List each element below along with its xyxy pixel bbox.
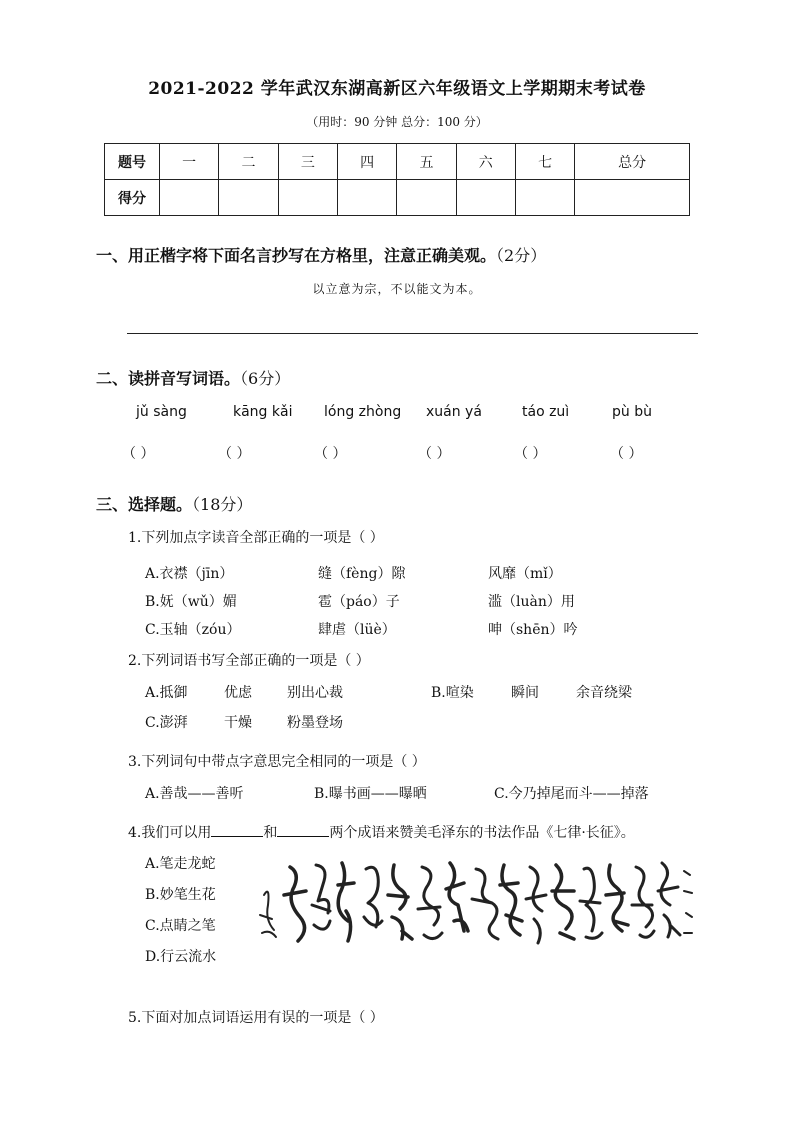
score-table-header-row <box>105 144 690 180</box>
score-table <box>104 143 690 216</box>
score-cell: 六 <box>456 144 515 180</box>
q3-option[interactable]: C.今乃掉尾而斗——掉落 <box>494 786 649 802</box>
score-cell: 四 <box>337 144 396 180</box>
q2-option[interactable]: B.喧染 <box>431 685 474 701</box>
section1-points: （2分） <box>496 246 547 265</box>
section2-points: （6分） <box>240 369 291 388</box>
answer-blank[interactable]: （ ） <box>514 446 547 462</box>
q3-option[interactable]: A.善哉——善听 <box>145 786 244 802</box>
score-input-cell[interactable] <box>515 180 574 216</box>
score-input-cell[interactable] <box>278 180 337 216</box>
q2-option: 别出心裁 <box>287 685 343 701</box>
pinyin-item: táo zuì <box>522 404 570 420</box>
q1-option: 滥（luàn）用 <box>488 594 575 610</box>
score-cell: 总分 <box>575 144 690 180</box>
q2-option[interactable]: A.抵御 <box>145 685 188 701</box>
section3-heading-text: 三、选择题。 <box>96 495 193 514</box>
calligraphy-image <box>254 855 698 955</box>
answer-blank[interactable]: （ ） <box>418 446 451 462</box>
answer-blank[interactable]: （ ） <box>218 446 251 462</box>
score-input-cell[interactable] <box>456 180 515 216</box>
section3-points: （18分） <box>192 495 253 514</box>
q4-option[interactable]: D.行云流水 <box>145 949 217 965</box>
q1-option[interactable]: A.衣襟（jīn） <box>145 566 234 582</box>
q1-option[interactable]: C.玉轴（zóu） <box>145 622 241 638</box>
q2-option: 优虑 <box>224 685 252 701</box>
q2-option: 余音绕梁 <box>576 685 632 701</box>
pinyin-item: lóng zhòng <box>324 404 402 420</box>
pinyin-item: pù bù <box>612 404 652 420</box>
q2-option: 干燥 <box>224 715 252 731</box>
q1-option: 缝（fèng）隙 <box>318 566 406 582</box>
answer-blank[interactable]: （ ） <box>610 446 643 462</box>
q4-blank-1[interactable] <box>211 822 263 837</box>
score-cell: 一 <box>160 144 219 180</box>
score-input-cell[interactable] <box>219 180 278 216</box>
q4-option[interactable]: C.点睛之笔 <box>145 918 216 934</box>
question-3-stem: 3.下列词句中带点字意思完全相同的一项是（ ） <box>128 754 426 770</box>
question-2-stem: 2.下列词语书写全部正确的一项是（ ） <box>128 653 370 669</box>
q4-option[interactable]: A.笔走龙蛇 <box>145 856 216 872</box>
q4-blank-2[interactable] <box>277 822 329 837</box>
exam-title: 2021-2022 学年武汉东湖高新区六年级语文上学期期末考试卷 <box>148 79 646 99</box>
q1-option: 肆虐（lüè） <box>318 622 396 638</box>
q4-option[interactable]: B.妙笔生花 <box>145 887 216 903</box>
score-row-label: 得分 <box>105 180 160 216</box>
section2-heading <box>96 366 290 389</box>
answer-blank[interactable]: （ ） <box>122 446 155 462</box>
exam-subtitle: （用时：90 分钟 总分：100 分） <box>306 115 488 129</box>
q4-stem-part: 4.我们可以用 <box>128 825 212 841</box>
question-5-stem: 5.下面对加点词语运用有误的一项是（ ） <box>128 1010 384 1026</box>
score-input-cell[interactable] <box>575 180 690 216</box>
q2-option[interactable]: C.澎湃 <box>145 715 188 731</box>
writing-line[interactable] <box>127 333 698 334</box>
score-input-cell[interactable] <box>160 180 219 216</box>
q1-option: 风靡（mǐ） <box>488 566 562 582</box>
section1-heading <box>96 243 546 266</box>
section3-heading <box>96 492 252 515</box>
pinyin-item: xuán yá <box>426 404 482 420</box>
pinyin-item: kāng kǎi <box>233 404 293 420</box>
q2-option: 瞬间 <box>511 685 539 701</box>
question-1-stem: 1.下列加点字读音全部正确的一项是（ ） <box>128 530 384 546</box>
score-cell: 题号 <box>105 144 160 180</box>
q1-option: 雹（páo）子 <box>318 594 400 610</box>
question-4-stem <box>128 822 635 842</box>
score-cell: 五 <box>397 144 456 180</box>
section1-heading-text: 一、用正楷字将下面名言抄写在方格里，注意正确美观。 <box>96 246 497 265</box>
score-cell: 二 <box>219 144 278 180</box>
score-input-cell[interactable] <box>397 180 456 216</box>
score-table-score-row <box>105 180 690 216</box>
q2-option: 粉墨登场 <box>287 715 343 731</box>
q4-stem-part: 和 <box>263 825 278 841</box>
q1-option: 呻（shēn）吟 <box>488 622 578 638</box>
answer-blank[interactable]: （ ） <box>314 446 347 462</box>
section2-heading-text: 二、读拼音写词语。 <box>96 369 241 388</box>
pinyin-item: jǔ sàng <box>136 404 187 420</box>
score-cell: 三 <box>278 144 337 180</box>
score-cell: 七 <box>515 144 574 180</box>
q1-option[interactable]: B.妩（wǔ）媚 <box>145 594 237 610</box>
q4-stem-part: 两个成语来赞美毛泽东的书法作品《七律·长征》。 <box>329 825 635 841</box>
q3-option[interactable]: B.曝书画——曝晒 <box>314 786 427 802</box>
section1-quote: 以立意为宗，不以能文为本。 <box>312 282 482 296</box>
score-input-cell[interactable] <box>337 180 396 216</box>
